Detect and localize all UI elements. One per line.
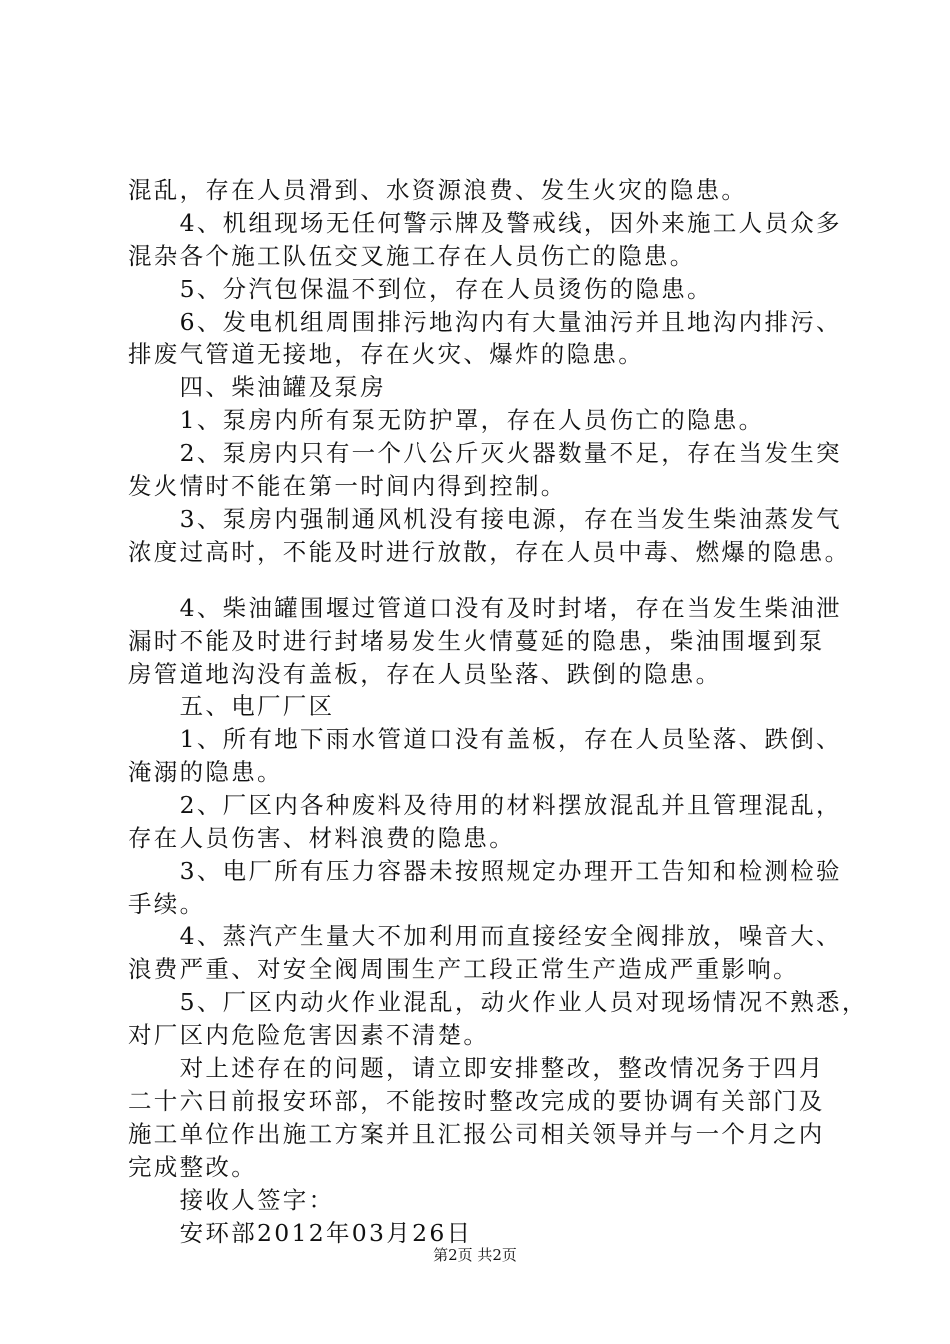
paragraph-line: 手续。 (128, 890, 206, 918)
page-footer: 第2页 共2页 (433, 1246, 517, 1264)
paragraph-line: 4、机组现场无任何警示牌及警戒线，因外来施工人员众多 (128, 209, 842, 237)
section-heading: 四、柴油罐及泵房 (128, 373, 386, 401)
paragraph-line: 淹溺的隐患。 (128, 758, 283, 786)
paragraph-line: 4、柴油罐围堰过管道口没有及时封堵，存在当发生柴油泄 (128, 594, 842, 622)
paragraph-line: 房管道地沟没有盖板，存在人员坠落、跌倒的隐患。 (128, 660, 722, 688)
paragraph-line: 排废气管道无接地，存在火灾、爆炸的隐患。 (128, 340, 644, 368)
paragraph-line: 对上述存在的问题，请立即安排整改，整改情况务于四月 (128, 1054, 825, 1082)
paragraph-line: 浪费严重、对安全阀周围生产工段正常生产造成严重影响。 (128, 955, 799, 983)
issuer-date-line: 安环部2012年03月26日 (128, 1219, 473, 1247)
paragraph-line: 混杂各个施工队伍交叉施工存在人员伤亡的隐患。 (128, 242, 696, 270)
paragraph-line: 施工单位作出施工方案并且汇报公司相关领导并与一个月之内 (128, 1120, 825, 1148)
paragraph-line: 1、泵房内所有泵无防护罩，存在人员伤亡的隐患。 (128, 406, 765, 434)
paragraph-line: 5、分汽包保温不到位，存在人员烫伤的隐患。 (128, 275, 713, 303)
paragraph-line: 对厂区内危险危害因素不清楚。 (128, 1021, 490, 1049)
paragraph-line: 4、蒸汽产生量大不加利用而直接经安全阀排放，噪音大、 (128, 922, 842, 950)
paragraph-line: 2、泵房内只有一个八公斤灭火器数量不足，存在当发生突 (128, 439, 842, 467)
paragraph-line: 完成整改。 (128, 1153, 257, 1181)
paragraph-line: 二十六日前报安环部，不能按时整改完成的要协调有关部门及 (128, 1087, 825, 1115)
signature-label: 接收人签字： (128, 1186, 335, 1214)
paragraph-line: 1、所有地下雨水管道口没有盖板，存在人员坠落、跌倒、 (128, 725, 842, 753)
paragraph-line: 混乱，存在人员滑到、水资源浪费、发生火灾的隐患。 (128, 176, 748, 204)
paragraph-line: 2、厂区内各种废料及待用的材料摆放混乱并且管理混乱， (128, 791, 842, 819)
paragraph-line: 5、厂区内动火作业混乱，动火作业人员对现场情况不熟悉， (128, 988, 868, 1016)
paragraph-line: 浓度过高时，不能及时进行放散，存在人员中毒、燃爆的隐患。 (128, 538, 851, 566)
section-heading: 五、电厂厂区 (128, 692, 335, 720)
paragraph-line: 3、泵房内强制通风机没有接电源，存在当发生柴油蒸发气 (128, 505, 842, 533)
paragraph-line: 存在人员伤害、材料浪费的隐患。 (128, 824, 515, 852)
paragraph-line: 3、电厂所有压力容器未按照规定办理开工告知和检测检验 (128, 857, 842, 885)
paragraph-line: 发火情时不能在第一时间内得到控制。 (128, 472, 567, 500)
paragraph-line: 漏时不能及时进行封堵易发生火情蔓延的隐患，柴油围堰到泵 (128, 627, 825, 655)
paragraph-line: 6、发电机组周围排污地沟内有大量油污并且地沟内排污、 (128, 308, 842, 336)
